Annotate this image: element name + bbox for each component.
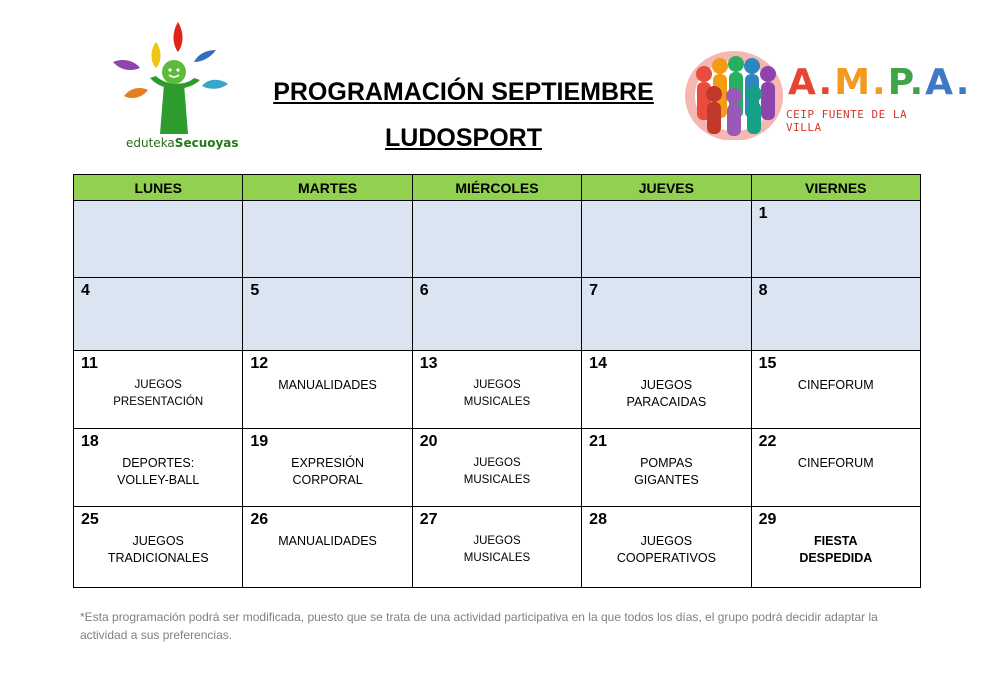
activity-line: MANUALIDADES — [278, 378, 377, 392]
activity-line: CINEFORUM — [797, 378, 874, 392]
day-cell — [74, 201, 243, 278]
day-cell — [582, 278, 751, 351]
activity-line: MUSICALES — [463, 552, 531, 564]
day-cell — [582, 351, 751, 429]
calendar-table — [73, 174, 921, 588]
activity-line: COOPERATIVOS — [616, 551, 716, 565]
day-cell — [243, 278, 412, 351]
day-cell — [582, 507, 751, 588]
day-number: 15 — [758, 355, 777, 372]
day-cell — [74, 429, 243, 507]
day-cell — [412, 278, 581, 351]
day-cell — [751, 201, 920, 278]
activity — [413, 533, 581, 567]
day-cell — [243, 351, 412, 429]
day-number: 5 — [250, 282, 260, 299]
day-number: 28 — [589, 511, 607, 528]
week-row — [74, 351, 921, 429]
ampa-subtitle: CEIP FUENTE DE LA VILLA — [786, 108, 908, 134]
day-number: 12 — [250, 355, 269, 372]
day-cell — [751, 351, 920, 429]
activity-line: TRADICIONALES — [107, 551, 209, 565]
day-number: 27 — [419, 511, 438, 528]
ampa-letter: M. — [834, 62, 888, 103]
activity — [243, 455, 411, 489]
activity-line: JUEGOS — [473, 535, 521, 547]
day-number: 18 — [81, 433, 99, 450]
activity — [582, 377, 750, 411]
day-number: 6 — [419, 282, 429, 299]
brand-text-2: Secuoyas — [174, 136, 239, 150]
day-cell — [74, 278, 243, 351]
activity — [243, 377, 411, 394]
activity-line: GIGANTES — [634, 473, 699, 487]
activity — [752, 533, 920, 567]
activity — [74, 455, 242, 489]
day-number: 20 — [419, 433, 438, 450]
day-number: 1 — [758, 205, 768, 222]
day-cell — [751, 507, 920, 588]
day-cell — [74, 351, 243, 429]
page-title: PROGRAMACIÓN SEPTIEMBRE — [273, 78, 654, 106]
header-lunes: LUNES — [74, 175, 243, 201]
footnote: *Esta programación podrá ser modificada, puesto que se trata de una actividad participativa en la que todos los días, el grupo podrá decidir adaptar la actividad a sus preferencias. — [80, 610, 878, 642]
tree-figure-icon — [104, 18, 234, 136]
day-number: 7 — [589, 282, 599, 299]
day-cell — [412, 429, 581, 507]
brand-text-1: eduteka — [126, 136, 175, 150]
activity — [582, 533, 750, 567]
day-number: 22 — [758, 433, 777, 450]
activity-line: CINEFORUM — [797, 456, 874, 470]
activity — [752, 455, 920, 472]
activity-line: JUEGOS — [134, 379, 182, 391]
activity-line: DESPEDIDA — [799, 551, 873, 565]
week-row — [74, 201, 921, 278]
day-cell — [751, 278, 920, 351]
day-number: 21 — [589, 433, 607, 450]
day-number: 25 — [81, 511, 99, 528]
activity-line: MUSICALES — [463, 474, 531, 486]
day-number: 4 — [81, 282, 90, 299]
activity-line: PRESENTACIÓN — [113, 396, 204, 408]
day-cell — [582, 201, 751, 278]
day-cell — [243, 429, 412, 507]
day-number: 19 — [250, 433, 269, 450]
ampa-letter: P. — [887, 62, 926, 103]
day-number: 11 — [81, 355, 98, 372]
day-number: 8 — [758, 282, 768, 299]
day-cell — [412, 507, 581, 588]
header-jueves: JUEVES — [582, 175, 751, 201]
activity-line: JUEGOS — [473, 379, 521, 391]
activity-line: CORPORAL — [292, 473, 363, 487]
activity-line: JUEGOS — [640, 378, 693, 392]
activity — [243, 533, 411, 550]
page-subtitle: LUDOSPORT — [385, 124, 542, 152]
activity-line: JUEGOS — [640, 534, 693, 548]
day-number: 13 — [419, 355, 438, 372]
activity — [74, 377, 242, 411]
activity — [413, 377, 581, 411]
activity — [582, 455, 750, 489]
activity — [74, 533, 242, 567]
header-martes: MARTES — [243, 175, 412, 201]
activity-line: POMPAS — [640, 456, 693, 470]
activity-line: EXPRESIÓN — [291, 456, 365, 470]
day-cell — [751, 429, 920, 507]
activity-line: FIESTA — [814, 534, 858, 548]
activity-line: VOLLEY-BALL — [117, 473, 200, 487]
ampa-letter: A. — [788, 62, 835, 103]
header-row — [74, 175, 921, 201]
activity-line: MUSICALES — [463, 396, 531, 408]
day-number: 29 — [758, 511, 777, 528]
day-cell — [74, 507, 243, 588]
day-cell — [582, 429, 751, 507]
activity — [413, 455, 581, 489]
activity-line: JUEGOS — [473, 457, 521, 469]
day-cell — [243, 201, 412, 278]
week-row — [74, 278, 921, 351]
day-number: 14 — [589, 355, 607, 372]
week-row — [74, 507, 921, 588]
activity-line: MANUALIDADES — [278, 534, 377, 548]
day-number: 26 — [250, 511, 269, 528]
header-viernes: VIERNES — [751, 175, 920, 201]
day-cell — [243, 507, 412, 588]
week-row — [74, 429, 921, 507]
activity — [752, 377, 920, 394]
activity-line: DEPORTES: — [122, 456, 195, 470]
ampa-letter: A. — [925, 62, 972, 103]
activity-line: JUEGOS — [132, 534, 184, 548]
header-miercoles: MIÉRCOLES — [412, 175, 581, 201]
activity-line: PARACAIDAS — [626, 395, 707, 409]
day-cell — [412, 201, 581, 278]
day-cell — [412, 351, 581, 429]
